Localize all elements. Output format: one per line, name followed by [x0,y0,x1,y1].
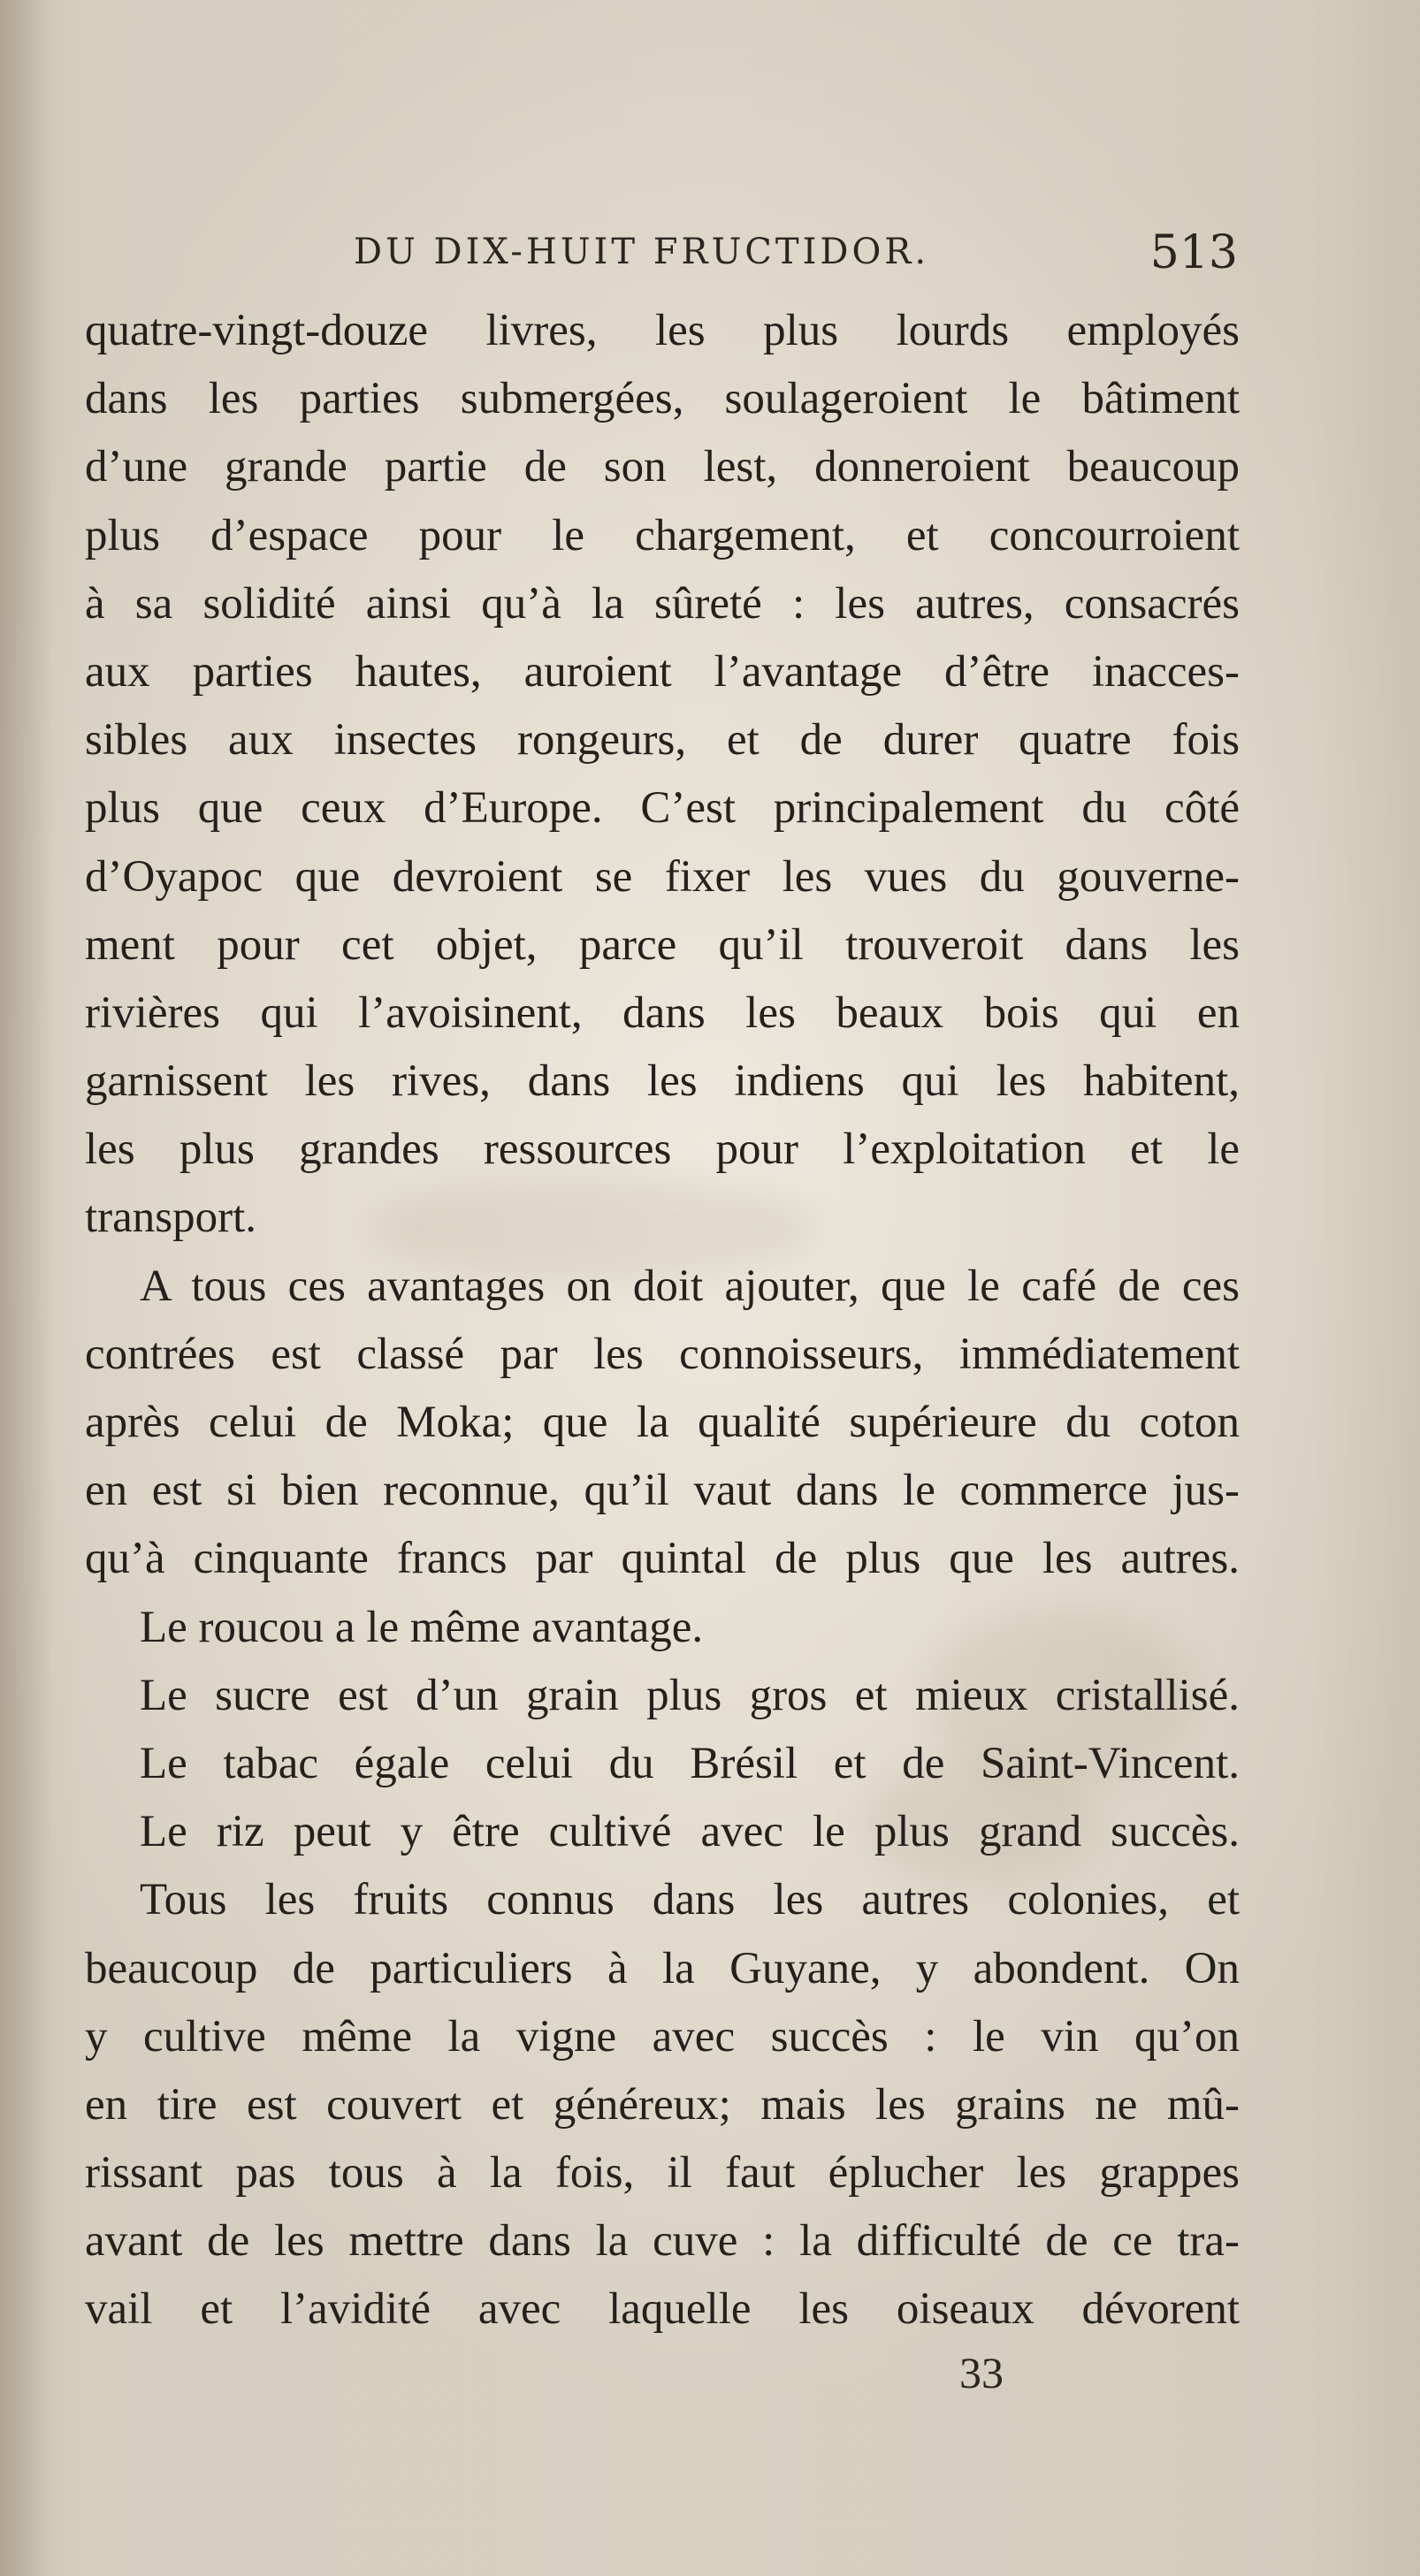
text-line: transport. [85,1193,257,1243]
text-line: A tous ces avantages on doit ajouter, que le café de ces [140,1261,1240,1311]
text-line: Le roucou a le même avantage. [140,1602,704,1652]
text-line: d’Oyapoc que devroient se fixer les vues du gouverne- [85,851,1240,902]
text-line: sibles aux insectes rongeurs, et de durer quatre fois [85,715,1240,766]
text-line: avant de les mettre dans la cuve : la difficulté de ce tra- [85,2216,1240,2267]
text-line: d’une grande partie de son lest, donneroient beaucoup [85,442,1240,492]
signature-mark: 33 [959,2348,1004,2397]
text-line: y cultive même la vigne avec succès : le vin qu’on [85,2011,1240,2062]
body-text [85,297,1240,2344]
text-line: garnissent les rives, dans les indiens qui les habitent, [85,1056,1240,1107]
text-line: rissant pas tous à la fois, il faut éplucher les grappes [85,2148,1240,2199]
text-line: après celui de Moka; que la qualité supérieure du coton [85,1398,1240,1447]
running-title: DU DIX-HUIT FRUCTIDOR. [354,232,930,272]
text-line: quatre-vingt-douze livres, les plus lourds employés [85,306,1240,355]
page-number: 513 [1149,226,1238,279]
text-line: Le tabac égale celui du Brésil et de Saint-Vincent. [140,1738,1240,1788]
text-line: Le sucre est d’un grain plus gros et mieux cristallisé. [140,1670,1240,1720]
text-line: ment pour cet objet, parce qu’il trouveroit dans les [85,919,1240,970]
text-line: plus d’espace pour le chargement, et concourroient [85,510,1240,560]
text-line: qu’à cinquante francs par quintal de plus que les autres. [85,1534,1240,1584]
text-line: les plus grandes ressources pour l’exploitation et le [85,1124,1240,1175]
text-line: vail et l’avidité avec laquelle les oiseaux dévorent [85,2284,1240,2335]
text-line: dans les parties submergées, soulageroient le bâtiment [85,374,1240,424]
text-line: beaucoup de particuliers à la Guyane, y abondent. On [85,1943,1240,1993]
text-line: aux parties hautes, auroient l’avantage d’être inacces- [85,646,1240,697]
text-line: plus que ceux d’Europe. C’est principalement du côté [85,783,1240,834]
text-line: Le riz peut y être cultivé avec le plus grand succès. [140,1807,1240,1857]
text-line: rivières qui l’avoisinent, dans les beaux bois qui en [85,987,1240,1038]
text-line: à sa solidité ainsi qu’à la sûreté : les autres, consacrés [85,578,1240,629]
text-line: contrées est classé par les connoisseurs, immédiatement [85,1329,1240,1379]
text-line: en tire est couvert et généreux; mais les grains ne mû- [85,2079,1240,2130]
text-line: en est si bien reconnue, qu’il vaut dans le commerce jus- [85,1466,1240,1516]
running-header [354,226,1238,293]
spine-shadow [0,0,53,2576]
text-line: Tous les fruits connus dans les autres colonies, et [140,1875,1240,1925]
